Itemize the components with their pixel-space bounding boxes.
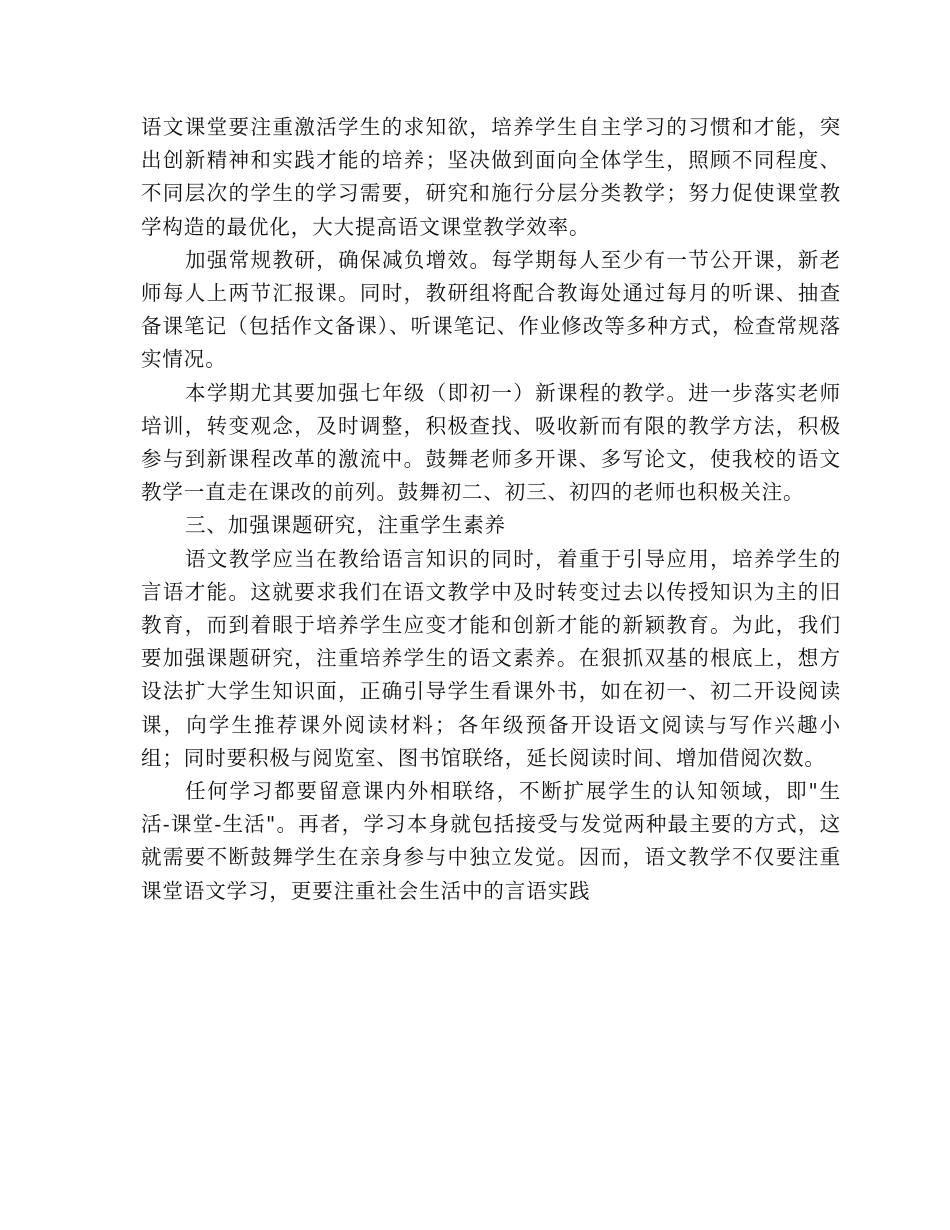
section-heading: 三、加强课题研究，注重学生素养 [185,513,506,538]
paragraph-learning-connection: 任何学习都要留意课内外相联络，不断扩展学生的认知领域，即"生活-课堂-生活"。再者，学习本身就包括接受与发觉两种最主要的方式，这就需要不断鼓舞学生在亲身参与中独立发觉。因而，语文教学不仅要注重课堂语文学习，更要注重社会生活中的言语实践 [141,779,841,903]
paragraph-routine-research: 加强常规教研，确保减负增效。每学期每人至少有一节公开课，新老师每人上两节汇报课。同时，教研组将配合教诲处通过每月的听课、抽查备课笔记（包括作文备课）、听课笔记、作业修改等多种方式，检查常规落实情况。 [141,247,841,372]
paragraph-new-curriculum: 本学期尤其要加强七年级（即初一）新课程的教学。进一步落实老师培训，转变观念，及时调整，积极查找、吸收新而有限的教学方法，积极参与到新课程改革的激流中。鼓舞老师多开课、多写论文，使我校的语文教学一直走在课改的前列。鼓舞初二、初三、初四的老师也积极关注。 [141,380,841,505]
document-page [141,111,841,908]
paragraph-continued: 语文课堂要注重激活学生的求知欲，培养学生自主学习的习惯和才能，突出创新精神和实践才能的培养；坚决做到面向全体学生，照顾不同程度、不同层次的学生的学习需要，研究和施行分层分类教学；努力促使课堂教学构造的最优化，大大提高语文课堂教学效率。 [141,115,841,239]
paragraph-language-teaching: 语文教学应当在教给语言知识的同时，着重于引导应用，培养学生的言语才能。这就要求我们在语文教学中及时转变过去以传授知识为主的旧教育，而到着眼于培养学生应变才能和创新才能的新颖教育。为此，我们要加强课题研究，注重培养学生的语文素养。在狠抓双基的根底上，想方设法扩大学生知识面，正确引导学生看课外书，如在初一、初二开设阅读课，向学生推荐课外阅读材料；各年级预备开设语文阅读与写作兴趣小组；同时要积极与阅览室、图书馆联络，延长阅读时间、增加借阅次数。 [141,546,841,770]
